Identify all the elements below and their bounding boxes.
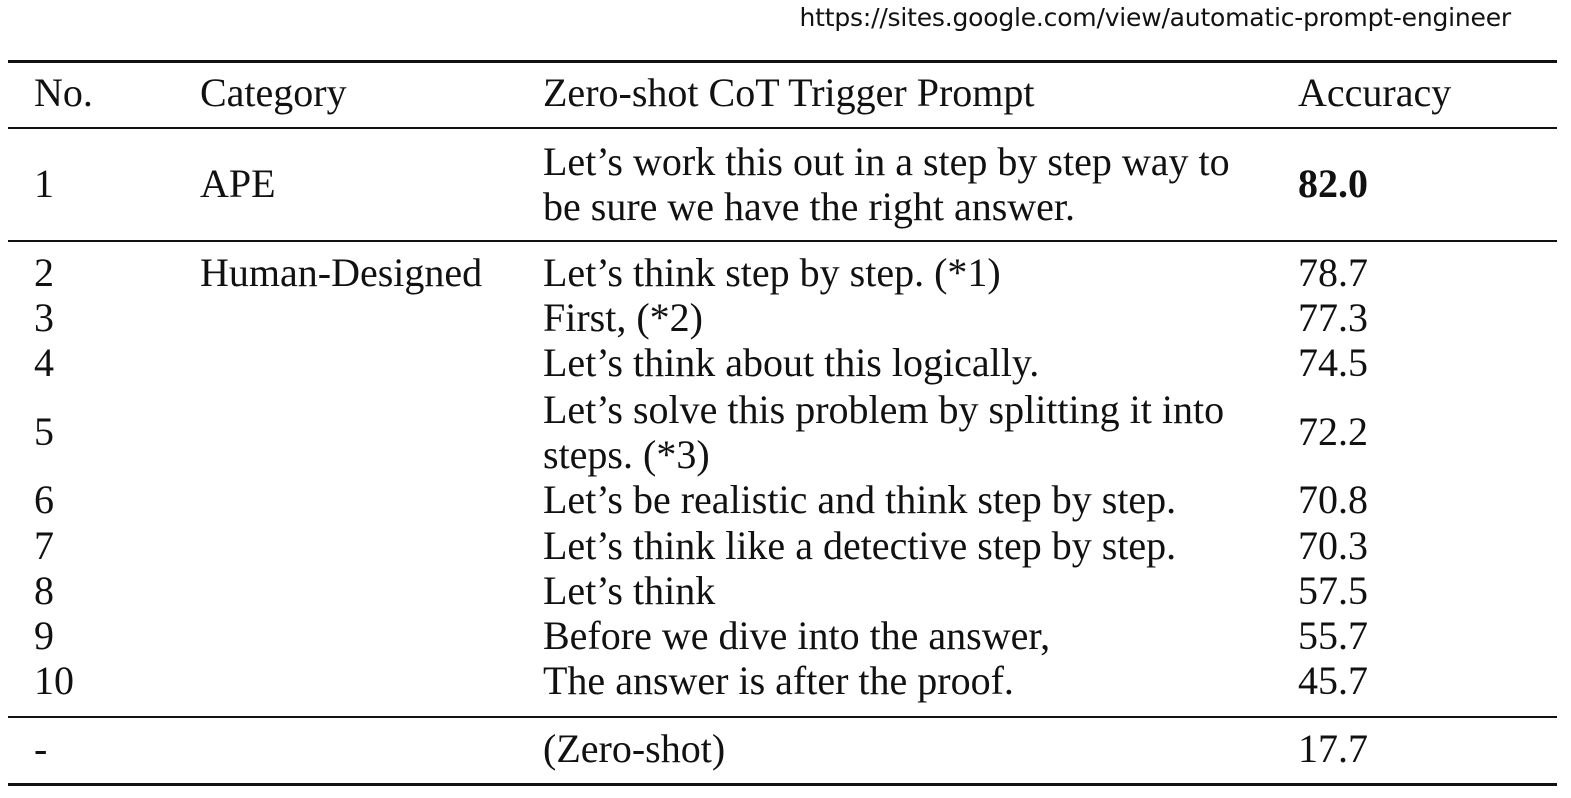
header-category: Category bbox=[200, 70, 347, 115]
row-1-accuracy: 82.0 bbox=[1298, 161, 1368, 206]
row-4-accuracy: 74.5 bbox=[1298, 340, 1368, 385]
row-7-accuracy: 70.3 bbox=[1298, 523, 1368, 568]
row-10-prompt: The answer is after the proof. bbox=[543, 658, 1014, 703]
baseline-prompt: (Zero-shot) bbox=[543, 726, 726, 771]
row-3-no: 3 bbox=[34, 295, 54, 340]
header-accuracy: Accuracy bbox=[1298, 70, 1452, 115]
baseline-no: - bbox=[34, 726, 48, 771]
row-8-prompt: Let’s think bbox=[543, 568, 716, 613]
row-2-accuracy: 78.7 bbox=[1298, 250, 1368, 295]
row-6-prompt: Let’s be realistic and think step by step. bbox=[543, 477, 1177, 522]
bottom-rule bbox=[8, 783, 1557, 786]
row-10-no: 10 bbox=[34, 658, 74, 703]
row-5-no: 5 bbox=[34, 409, 54, 454]
row-1-no: 1 bbox=[34, 161, 54, 206]
row-6-accuracy: 70.8 bbox=[1298, 477, 1368, 522]
baseline-accuracy: 17.7 bbox=[1298, 726, 1368, 771]
row-9-accuracy: 55.7 bbox=[1298, 613, 1368, 658]
row-2-no: 2 bbox=[34, 250, 54, 295]
header-prompt: Zero-shot CoT Trigger Prompt bbox=[543, 70, 1035, 115]
section-rule-2 bbox=[8, 716, 1557, 718]
row-4-prompt: Let’s think about this logically. bbox=[543, 340, 1040, 385]
row-3-accuracy: 77.3 bbox=[1298, 295, 1368, 340]
row-6-no: 6 bbox=[34, 477, 54, 522]
row-4-no: 4 bbox=[34, 340, 54, 385]
row-5-accuracy: 72.2 bbox=[1298, 409, 1368, 454]
row-3-prompt: First, (*2) bbox=[543, 295, 703, 340]
row-9-prompt: Before we dive into the answer, bbox=[543, 613, 1051, 658]
row-10-accuracy: 45.7 bbox=[1298, 658, 1368, 703]
row-1-prompt-line1: Let’s work this out in a step by step way to bbox=[543, 139, 1230, 184]
row-5-prompt-line1: Let’s solve this problem by splitting it into bbox=[543, 387, 1225, 432]
source-url[interactable]: https://sites.google.com/view/automatic-prompt-engineer bbox=[799, 3, 1511, 32]
row-7-prompt: Let’s think like a detective step by step. bbox=[543, 523, 1177, 568]
row-1-prompt-line2: be sure we have the right answer. bbox=[543, 184, 1076, 229]
row-9-no: 9 bbox=[34, 613, 54, 658]
row-1-category: APE bbox=[200, 161, 276, 206]
header-rule bbox=[8, 127, 1557, 129]
row-2-category: Human-Designed bbox=[200, 250, 483, 295]
section-rule-1 bbox=[8, 240, 1557, 242]
row-2-prompt: Let’s think step by step. (*1) bbox=[543, 250, 1001, 295]
row-8-no: 8 bbox=[34, 568, 54, 613]
row-8-accuracy: 57.5 bbox=[1298, 568, 1368, 613]
top-rule bbox=[8, 60, 1557, 63]
row-5-prompt-line2: steps. (*3) bbox=[543, 432, 710, 477]
row-7-no: 7 bbox=[34, 523, 54, 568]
header-no: No. bbox=[34, 70, 93, 115]
